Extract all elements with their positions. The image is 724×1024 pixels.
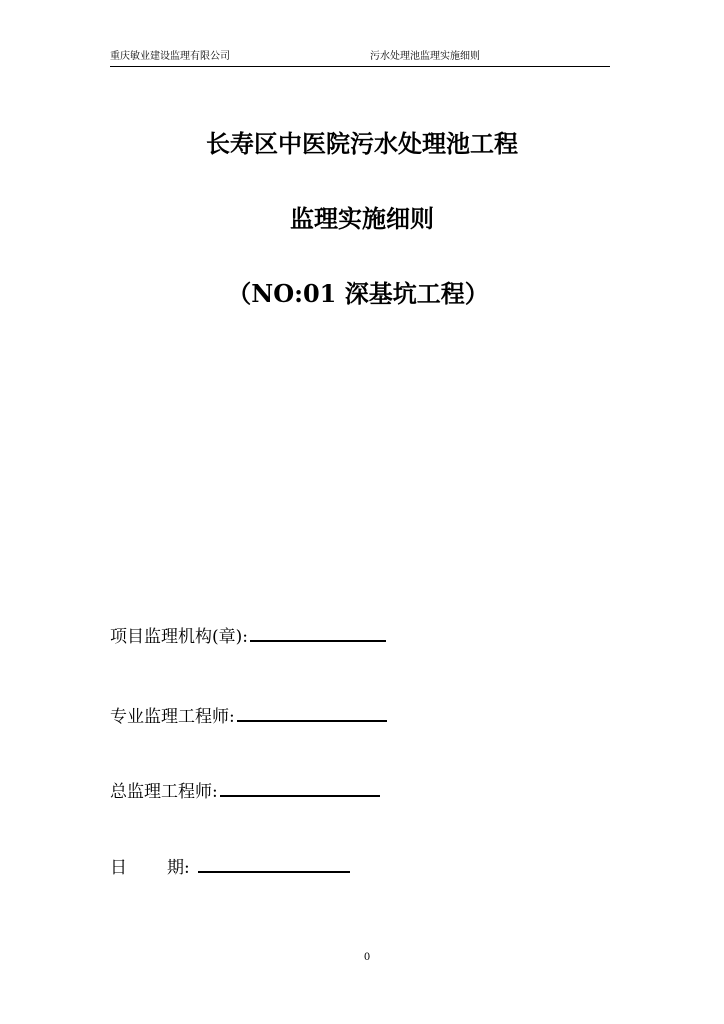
header-company: 重庆敏业建设监理有限公司	[110, 51, 230, 62]
signature-line	[220, 779, 380, 797]
field-chief-engineer	[110, 779, 380, 803]
header-doc-name: 污水处理池监理实施细则	[370, 51, 480, 62]
title-number: （NO:01 深基坑工程）	[227, 279, 489, 308]
field-date-char1: 日	[110, 858, 127, 878]
signature-line	[237, 704, 387, 722]
signature-line	[198, 855, 350, 873]
field-date	[110, 855, 350, 879]
field-chief-engineer-label: 总监理工程师:	[110, 782, 218, 802]
field-date-char2: 期:	[167, 858, 190, 878]
page-number: 0	[363, 952, 371, 963]
signature-line	[250, 624, 386, 642]
field-specialist-engineer	[110, 704, 387, 728]
field-specialist-engineer-label: 专业监理工程师:	[110, 707, 235, 727]
field-supervision-org	[110, 624, 386, 648]
page-header	[110, 50, 610, 67]
title-doc-type: 监理实施细则	[290, 204, 434, 233]
field-supervision-org-label: 项目监理机构(章):	[110, 627, 248, 647]
title-project: 长寿区中医院污水处理池工程	[206, 129, 518, 158]
